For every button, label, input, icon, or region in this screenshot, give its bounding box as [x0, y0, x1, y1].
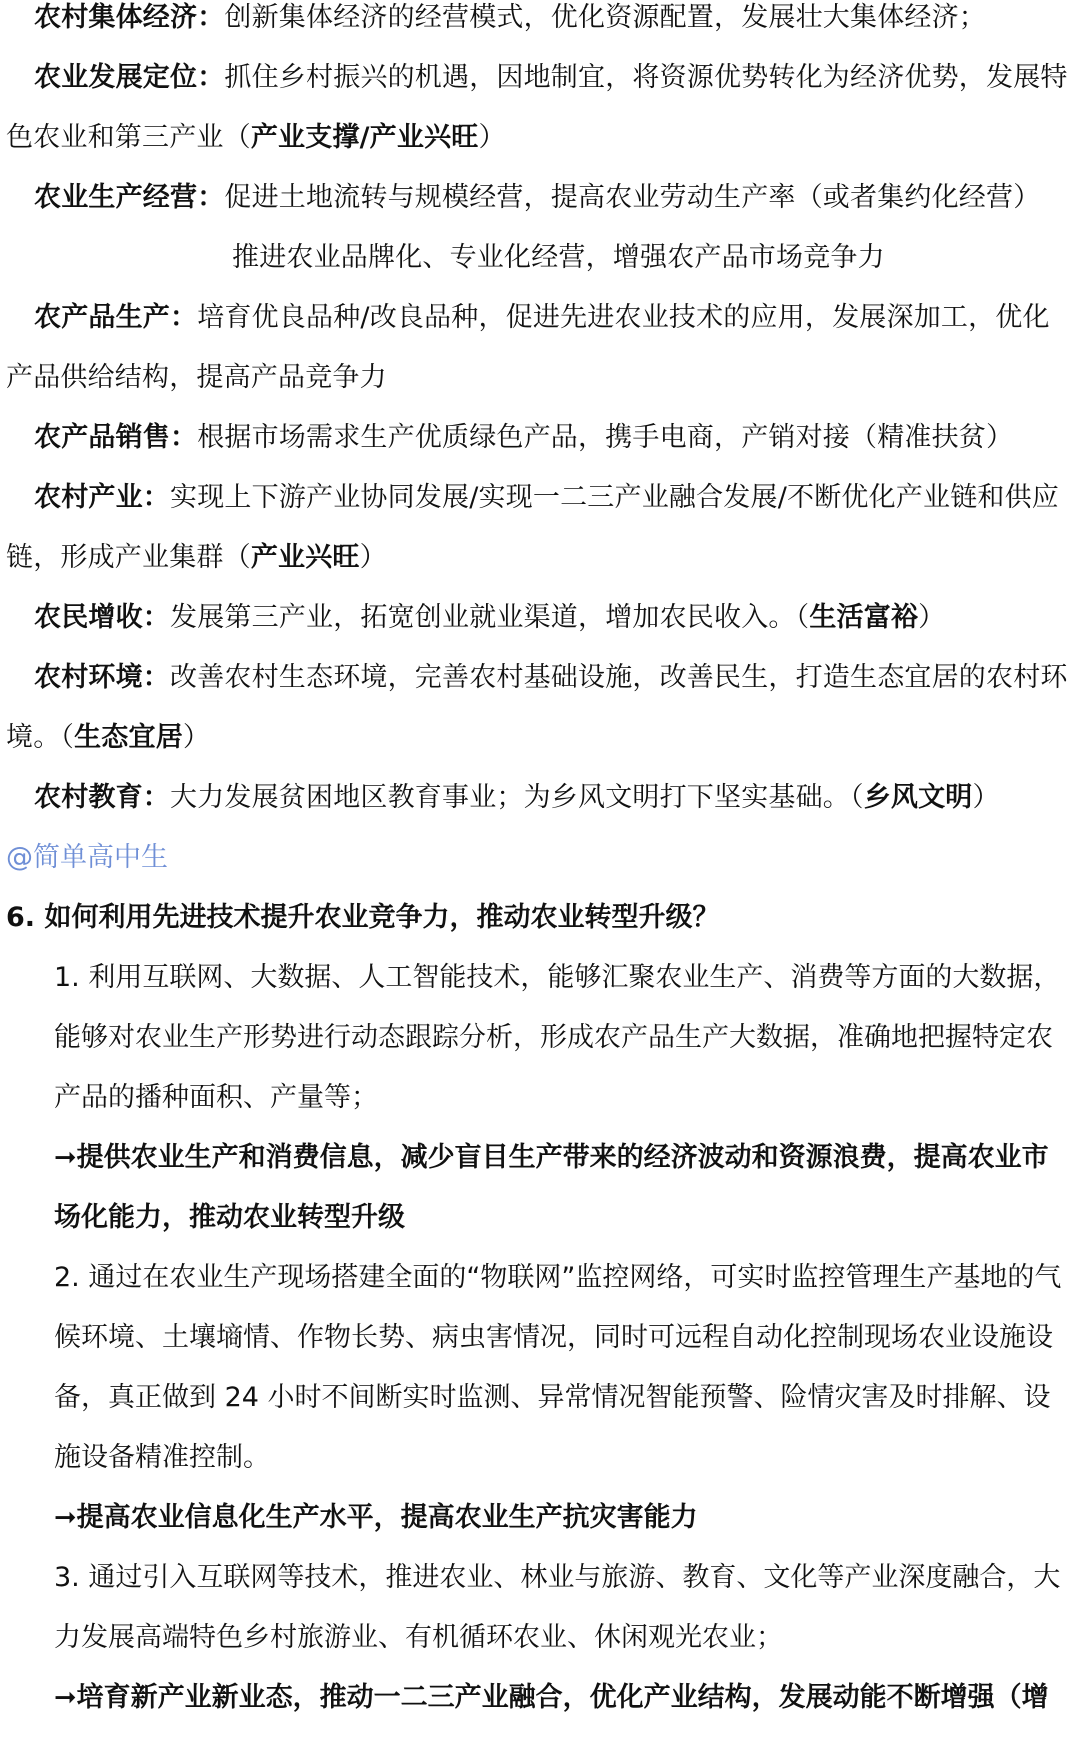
- item-text: 培育优良品种/改良品种，促进先进农业技术的应用，发展深加工，优化产品供给结构，提高产品竞争力: [6, 302, 1050, 393]
- item-tail: ）: [359, 542, 387, 573]
- item-collective-economy: [6, 0, 1070, 48]
- item-tail: ）: [918, 602, 946, 633]
- item-tag: 乡风文明: [863, 782, 973, 813]
- item-rural-environment: [6, 648, 1070, 768]
- item-key: 农民增收：: [34, 602, 170, 633]
- item-key: 农村产业：: [34, 482, 170, 513]
- item-key: 农村教育：: [34, 782, 170, 813]
- answer-2-text: 2. 通过在农业生产现场搭建全面的“物联网”监控网络，可实时监控管理生产基地的气候环境、土壤墒情、作物长势、病虫害情况，同时可远程自动化控制现场农业设施设备，真正做到 24 小时不间断实时监测、异常情况智能预警、险情灾害及时排解、设施设备精准控制。: [54, 1262, 1062, 1473]
- watermark: @简单高中生: [6, 842, 168, 873]
- item-tag: 产业支撑/产业兴旺: [250, 122, 479, 153]
- item-farmer-income: [6, 588, 1070, 648]
- answer-3-conclusion: ➞培育新产业新业态，推动一二三产业融合，优化产业结构，发展动能不断增强（增: [54, 1682, 1049, 1713]
- item-text: 根据市场需求生产优质绿色产品，携手电商，产销对接（精准扶贫）: [197, 422, 1014, 453]
- item-text: 大力发展贫困地区教育事业；为乡风文明打下坚实基础。（: [170, 782, 864, 813]
- item-product-production: [6, 288, 1070, 408]
- item-text: 抓住乡村振兴的机遇，因地制宜，将资源优势转化为经济优势，发展特色农业和第三产业（: [6, 62, 1068, 153]
- item-tail: ）: [478, 122, 506, 153]
- item-text: 发展第三产业，拓宽创业就业渠道，增加农民收入。（: [170, 602, 810, 633]
- answer-3-text: 3. 通过引入互联网等技术，推进农业、林业与旅游、教育、文化等产业深度融合，大力发展高端特色乡村旅游业、有机循环农业、休闲观光农业；: [54, 1562, 1061, 1653]
- item-rural-industry: [6, 468, 1070, 588]
- item-production-operation: [6, 168, 1070, 228]
- item-production-operation-cont: [6, 228, 1070, 288]
- item-product-sales: [6, 408, 1070, 468]
- item-key: 农业生产经营：: [34, 182, 225, 213]
- item-tag: 生活富裕: [809, 602, 919, 633]
- item-key: 农产品销售：: [34, 422, 198, 453]
- item-text: 推进农业品牌化、专业化经营，增强农产品市场竞争力: [232, 242, 885, 273]
- item-key: 农村环境：: [34, 662, 170, 693]
- item-tail: ）: [972, 782, 1000, 813]
- item-tail: ）: [182, 722, 211, 753]
- answer-1-conclusion: ➞提供农业生产和消费信息，减少盲目生产带来的经济波动和资源浪费，提高农业市场化能力，推动农业转型升级: [54, 1142, 1049, 1233]
- question-title: 6. 如何利用先进技术提升农业竞争力，推动农业转型升级？: [6, 902, 720, 933]
- answer-1-text: 1. 利用互联网、大数据、人工智能技术，能够汇聚农业生产、消费等方面的大数据，能够对农业生产形势进行动态跟踪分析，形成农产品生产大数据，准确地把握特定农产品的播种面积、产量等；: [54, 962, 1061, 1113]
- item-rural-education: [6, 768, 1070, 828]
- item-text: 促进土地流转与规模经营，提高农业劳动生产率（或者集约化经营）: [224, 182, 1041, 213]
- item-text: 实现上下游产业协同发展/实现一二三产业融合发展/不断优化产业链和供应链，形成产业集群（: [6, 482, 1059, 573]
- answer-2-conclusion: ➞提高农业信息化生产水平，提高农业生产抗灾害能力: [54, 1502, 698, 1533]
- item-tag: 生态宜居: [74, 722, 183, 753]
- item-agriculture-positioning: [6, 48, 1070, 168]
- item-text: 改善农村生态环境，完善农村基础设施，改善民生，打造生态宜居的农村环境。（: [6, 662, 1068, 753]
- item-tag: 产业兴旺: [250, 542, 360, 573]
- item-text: 创新集体经济的经营模式，优化资源配置，发展壮大集体经济；: [224, 2, 987, 33]
- item-key: 农业发展定位：: [34, 62, 225, 93]
- item-key: 农产品生产：: [34, 302, 198, 333]
- item-key: 农村集体经济：: [34, 2, 225, 33]
